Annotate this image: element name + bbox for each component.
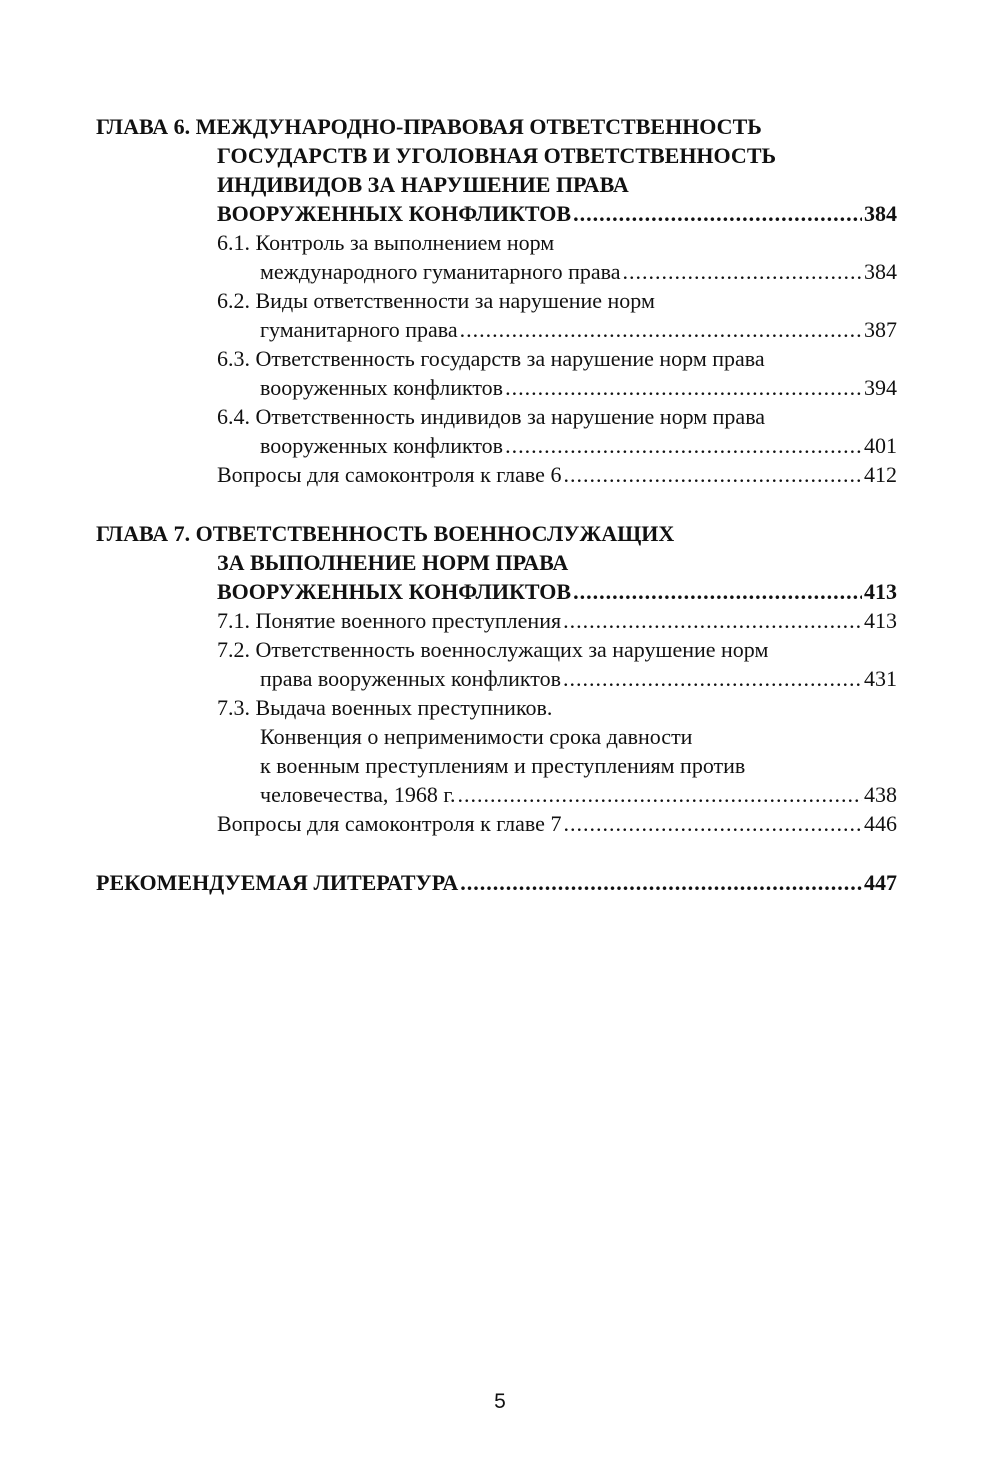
section-6-2-line-1: 6.2. Виды ответственности за нарушение норм — [217, 288, 655, 313]
section-6-1-line-1: 6.1. Контроль за выполнением норм — [217, 230, 555, 255]
section-6-3-page: 394 — [864, 375, 897, 400]
chapter-7-title-line-1: ГЛАВА 7. ОТВЕТСТВЕННОСТЬ ВОЕННОСЛУЖАЩИХ — [96, 521, 675, 546]
questions-7-page: 446 — [864, 811, 897, 836]
questions-7-label: Вопросы для самоконтроля к главе 7 — [217, 811, 562, 836]
chapter-6-title-line-3: ИНДИВИДОВ ЗА НАРУШЕНИЕ ПРАВА — [217, 172, 629, 197]
section-6-3-line-2: вооруженных конфликтов — [260, 375, 504, 400]
chapter-7-title-line-3: ВООРУЖЕННЫХ КОНФЛИКТОВ — [217, 579, 572, 604]
dot-leader — [460, 315, 862, 344]
section-7-3-entry[interactable] — [96, 780, 897, 809]
section-7-3-line-4: человечества, 1968 г. — [260, 782, 456, 807]
section-6-3-line-1: 6.3. Ответственность государств за нарушение норм права — [217, 346, 765, 371]
dot-leader — [573, 199, 862, 228]
section-7-2-line-2: права вооруженных конфликтов — [260, 666, 561, 691]
questions-6-entry[interactable] — [96, 460, 897, 489]
chapter-7-page: 413 — [864, 579, 897, 604]
spacer — [96, 489, 897, 519]
section-7-1-label: 7.1. Понятие военного преступления — [217, 608, 562, 633]
literature-page: 447 — [864, 870, 897, 895]
section-6-2-page: 387 — [864, 317, 897, 342]
dot-leader — [505, 431, 862, 460]
chapter-6-title-line-4: ВООРУЖЕННЫХ КОНФЛИКТОВ — [217, 201, 572, 226]
questions-7-entry[interactable] — [96, 809, 897, 838]
table-of-contents — [96, 112, 897, 897]
section-6-4-page: 401 — [864, 433, 897, 458]
section-6-4-entry[interactable] — [96, 431, 897, 460]
section-6-2-line-2: гуманитарного права — [260, 317, 458, 342]
section-6-4-line-2: вооруженных конфликтов — [260, 433, 504, 458]
dot-leader — [563, 809, 862, 838]
chapter-6-page: 384 — [864, 201, 897, 226]
spacer — [96, 838, 897, 868]
section-7-1-page: 413 — [864, 608, 897, 633]
chapter-6-title-line-1: ГЛАВА 6. МЕЖДУНАРОДНО-ПРАВОВАЯ ОТВЕТСТВЕННОСТЬ — [96, 114, 762, 139]
dot-leader — [563, 460, 862, 489]
section-6-1-line-2: международного гуманитарного права — [260, 259, 621, 284]
section-6-1-entry[interactable] — [96, 257, 897, 286]
questions-6-label: Вопросы для самоконтроля к главе 6 — [217, 462, 562, 487]
literature-label: РЕКОМЕНДУЕМАЯ ЛИТЕРАТУРА — [96, 870, 459, 895]
chapter-6-title-line-2: ГОСУДАРСТВ И УГОЛОВНАЯ ОТВЕТСТВЕННОСТЬ — [217, 143, 777, 168]
dot-leader — [563, 606, 862, 635]
section-6-2-entry[interactable] — [96, 315, 897, 344]
section-7-1-entry[interactable] — [96, 606, 897, 635]
section-7-3-page: 438 — [864, 782, 897, 807]
dot-leader — [460, 868, 862, 897]
chapter-6-entry[interactable] — [96, 199, 897, 228]
questions-6-page: 412 — [864, 462, 897, 487]
literature-entry[interactable] — [96, 868, 897, 897]
dot-leader — [573, 577, 862, 606]
page-number: 5 — [494, 1390, 506, 1413]
section-7-2-entry[interactable] — [96, 664, 897, 693]
section-6-4-line-1: 6.4. Ответственность индивидов за нарушение норм права — [217, 404, 766, 429]
dot-leader — [505, 373, 862, 402]
dot-leader — [623, 257, 862, 286]
section-7-3-line-1: 7.3. Выдача военных преступников. — [217, 695, 553, 720]
section-7-2-line-1: 7.2. Ответственность военнослужащих за нарушение норм — [217, 637, 769, 662]
section-7-3-line-2: Конвенция о неприменимости срока давности — [260, 724, 693, 749]
section-7-3-line-3: к военным преступлениям и преступлениям против — [260, 753, 746, 778]
dot-leader — [563, 664, 862, 693]
section-6-3-entry[interactable] — [96, 373, 897, 402]
chapter-7-title-line-2: ЗА ВЫПОЛНЕНИЕ НОРМ ПРАВА — [217, 550, 569, 575]
chapter-7-entry[interactable] — [96, 577, 897, 606]
dot-leader — [457, 780, 862, 809]
section-7-2-page: 431 — [864, 666, 897, 691]
section-6-1-page: 384 — [864, 259, 897, 284]
